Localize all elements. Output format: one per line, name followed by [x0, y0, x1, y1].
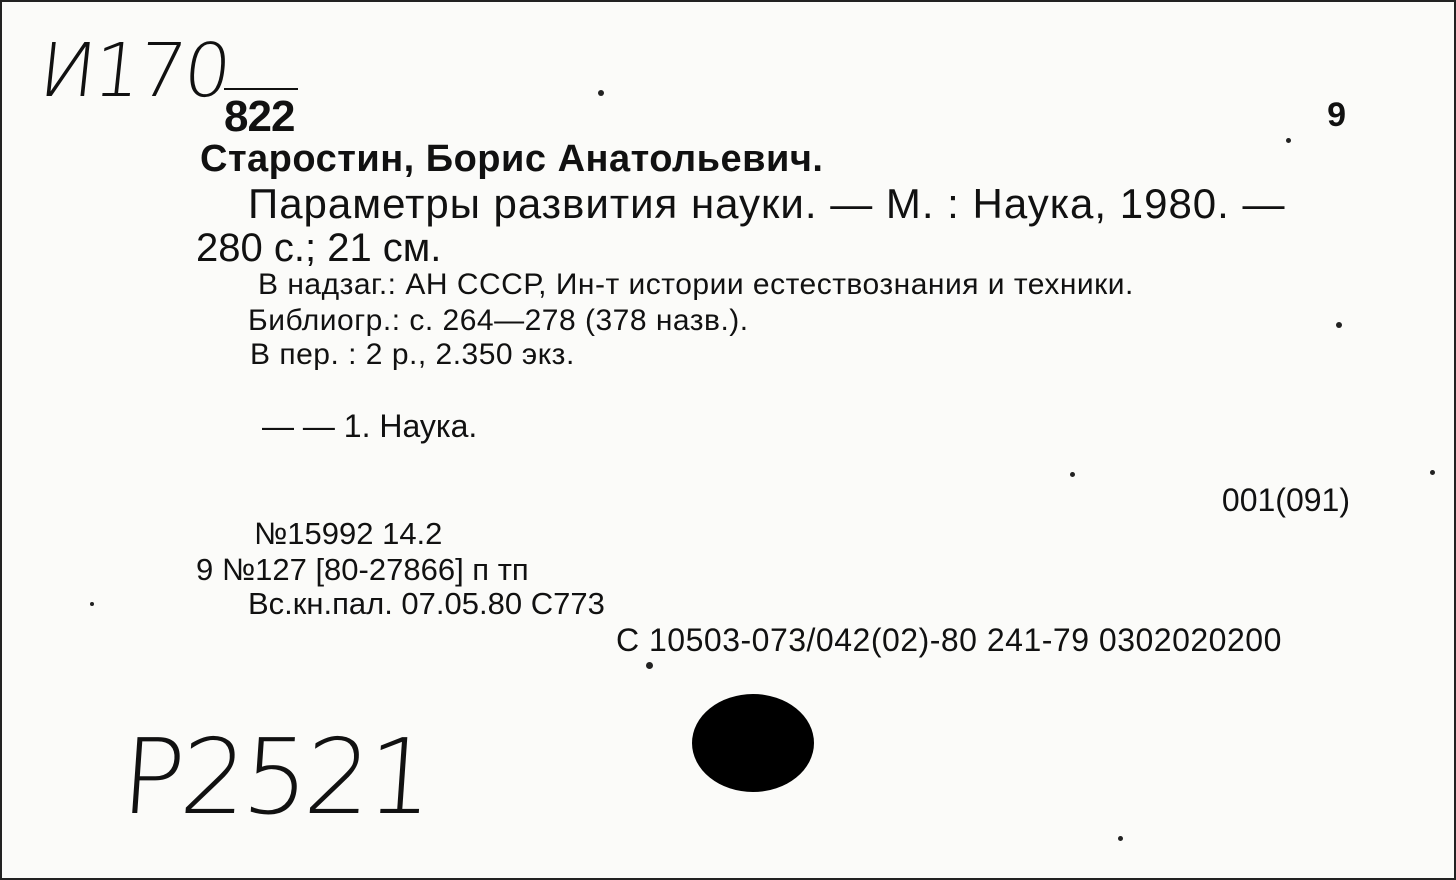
corner-number: 9 — [1327, 96, 1346, 134]
publisher-index-line: С 10503-073/042(02)-80 241-79 0302020200 — [616, 622, 1282, 658]
ink-speck — [1070, 472, 1075, 477]
ink-speck — [1286, 138, 1291, 143]
note-bibliography: Библиогр.: с. 264—278 (378 назв.). — [248, 304, 749, 337]
typed-catalog-number: 822 — [224, 92, 295, 141]
ink-speck — [1430, 470, 1435, 475]
physical-description-line: 280 с.; 21 см. — [196, 226, 442, 270]
title-imprint-line: Параметры развития науки. — М. : Наука, 1980. — — [248, 180, 1286, 227]
print-run-line: 9 №127 [80-27866] п тп — [196, 552, 529, 587]
ink-speck — [646, 662, 653, 669]
subject-tracing: — — 1. Наука. — [262, 408, 478, 444]
ink-speck — [1336, 322, 1342, 328]
handwritten-shelf-mark: И170 — [35, 28, 234, 114]
ink-speck — [598, 90, 604, 96]
ink-speck — [90, 602, 94, 606]
udc-classification: 001(091) — [1221, 482, 1350, 518]
author-heading: Старостин, Борис Анатольевич. — [200, 138, 824, 180]
book-chamber-line: Вс.кн.пал. 07.05.80 С773 — [248, 586, 605, 621]
order-number-line: №15992 14.2 — [254, 516, 443, 551]
note-heading-institution: В надзаг.: АН СССР, Ин-т истории естествознания и техники. — [258, 268, 1134, 301]
handwritten-inventory-number: Р2521 — [117, 716, 434, 838]
note-price-print-run: В пер. : 2 р., 2.350 экз. — [250, 338, 575, 371]
punch-hole — [692, 694, 814, 792]
ink-speck — [1118, 836, 1123, 841]
